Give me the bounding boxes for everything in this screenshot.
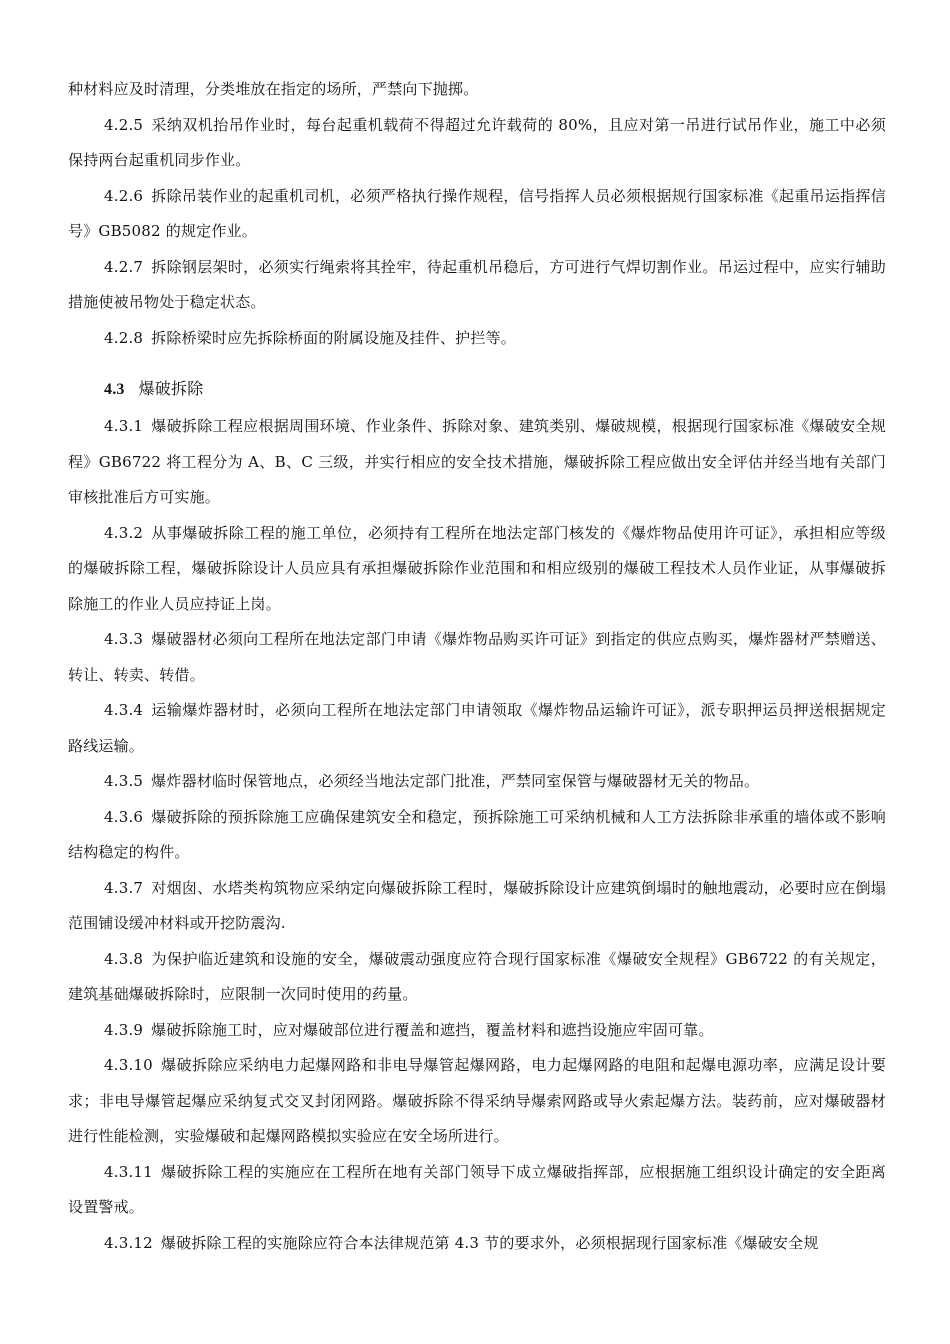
- clause-4-3-5: [68, 764, 886, 800]
- continuation-paragraph: 种材料应及时清理，分类堆放在指定的场所，严禁向下抛掷。: [68, 80, 479, 98]
- clause-4-3-4: [68, 693, 886, 764]
- clause-number: 4.3.10: [104, 1056, 153, 1074]
- clause-text: 拆除钢层架时，必须实行绳索将其拴牢，待起重机吊稳后，方可进行气焊切割作业。吊运过程中，应实行辅助措施使被吊物处于稳定状态。: [68, 257, 886, 311]
- clause-4-3-6: [68, 800, 886, 871]
- clause-text: 运输爆炸器材时，必须向工程所在地法定部门申请领取《爆炸物品运输许可证》，派专职押运员押送根据规定路线运输。: [68, 701, 886, 755]
- clause-number: 4.3.1: [104, 417, 144, 435]
- clause-number: 4.2.6: [104, 186, 144, 205]
- document-body: [68, 72, 886, 1261]
- clause-text: 对烟囱、水塔类构筑物应采纳定向爆破拆除工程时，爆破拆除设计应建筑倒塌时的触地震动，必要时应在倒塌范围铺设缓冲材料或开挖防震沟.: [68, 878, 886, 932]
- clause-4-3-10: [68, 1048, 886, 1155]
- clause-number: 4.3.4: [104, 701, 144, 719]
- clause-number: 4.2.5: [104, 115, 144, 134]
- clause-number: 4.3.9: [104, 1020, 144, 1039]
- clause-text: 从事爆破拆除工程的施工单位，必须持有工程所在地法定部门核发的《爆炸物品使用许可证》，承担相应等级的爆破拆除工程，爆破拆除设计人员应具有承担爆破拆除作业范围和和相应级别的爆破工程技术人员作业证，从事爆破拆除施工的作业人员应持证上岗。: [68, 523, 886, 613]
- clause-4-2-6: [68, 179, 886, 250]
- section-title: 爆破拆除: [138, 379, 204, 398]
- clause-number: 4.2.8: [104, 328, 144, 347]
- section-number: 4.3: [104, 381, 125, 398]
- clause-4-2-7: [68, 250, 886, 321]
- clause-number: 4.3.11: [104, 1162, 153, 1181]
- clause-text: 为保护临近建筑和设施的安全，爆破震动强度应符合现行国家标准《爆破安全规程》GB6722 的有关规定，建筑基础爆破拆除时，应限制一次同时使用的药量。: [68, 949, 886, 1003]
- clause-number: 4.3.3: [104, 630, 144, 648]
- clause-text: 采纳双机抬吊作业时，每台起重机载荷不得超过允许载荷的 80%，且应对第一吊进行试吊作业，施工中必须保持两台起重机同步作业。: [68, 115, 886, 169]
- clause-text: 拆除桥梁时应先拆除桥面的附属设施及挂件、护拦等。: [151, 328, 516, 347]
- clause-4-3-1: [68, 409, 886, 516]
- clause-number: 4.3.8: [104, 949, 144, 968]
- clause-text: 爆破拆除工程应根据周围环境、作业条件、拆除对象、建筑类别、爆破规模，根据现行国家标准《爆破安全规程》GB6722 将工程分为 A、B、C 三级，并实行相应的安全技术措施，爆破拆除工程应做出安全评估并经当地有关部门审核批准后方可实施。: [68, 417, 886, 506]
- clause-number: 4.3.7: [104, 878, 144, 897]
- clause-text: 爆破器材必须向工程所在地法定部门申请《爆炸物品购买许可证》到指定的供应点购买，爆炸器材严禁赠送、转让、转卖、转借。: [68, 630, 886, 684]
- clause-4-3-11: [68, 1155, 886, 1226]
- section-heading-4-3: [68, 370, 886, 409]
- clause-number: 4.3.5: [104, 772, 144, 790]
- clause-4-3-12: [68, 1226, 886, 1262]
- clause-4-3-8: [68, 942, 886, 1013]
- clause-4-3-3: [68, 622, 886, 693]
- clause-text: 爆破拆除工程的实施除应符合本法律规范第 4.3 节的要求外，必须根据现行国家标准《爆破安全规: [160, 1233, 819, 1252]
- clause-text: 拆除吊装作业的起重机司机，必须严格执行操作规程，信号指挥人员必须根据规行国家标准《起重吊运指挥信号》GB5082 的规定作业。: [68, 186, 886, 240]
- clause-text: 爆破拆除施工时，应对爆破部位进行覆盖和遮挡，覆盖材料和遮挡设施应牢固可靠。: [151, 1020, 714, 1039]
- clause-number: 4.3.2: [104, 523, 144, 542]
- clause-text: 爆破拆除的预拆除施工应确保建筑安全和稳定，预拆除施工可采纳机械和人工方法拆除非承重的墙体或不影响结构稳定的构件。: [68, 807, 886, 861]
- clause-number: 4.3.12: [104, 1233, 153, 1252]
- clause-4-3-2: [68, 516, 886, 623]
- clause-text: 爆炸器材临时保管地点，必须经当地法定部门批准，严禁同室保管与爆破器材无关的物品。: [151, 772, 760, 790]
- clause-4-2-8: [68, 321, 886, 357]
- clause-4-2-5: [68, 108, 886, 179]
- clause-text: 爆破拆除工程的实施应在工程所在地有关部门领导下成立爆破指挥部，应根据施工组织设计确定的安全距离设置警戒。: [68, 1162, 886, 1216]
- clause-4-3-7: [68, 871, 886, 942]
- clause-number: 4.3.6: [104, 807, 144, 826]
- clause-4-3-9: [68, 1013, 886, 1049]
- clause-number: 4.2.7: [104, 257, 144, 276]
- clause-text: 爆破拆除应采纳电力起爆网路和非电导爆管起爆网路，电力起爆网路的电阻和起爆电源功率，应满足设计要求；非电导爆管起爆应采纳复式交叉封闭网路。爆破拆除不得采纳导爆索网路或导火索起爆方法。装药前，应对爆破器材进行性能检测，实验爆破和起爆网路模拟实验应在安全场所进行。: [68, 1056, 886, 1145]
